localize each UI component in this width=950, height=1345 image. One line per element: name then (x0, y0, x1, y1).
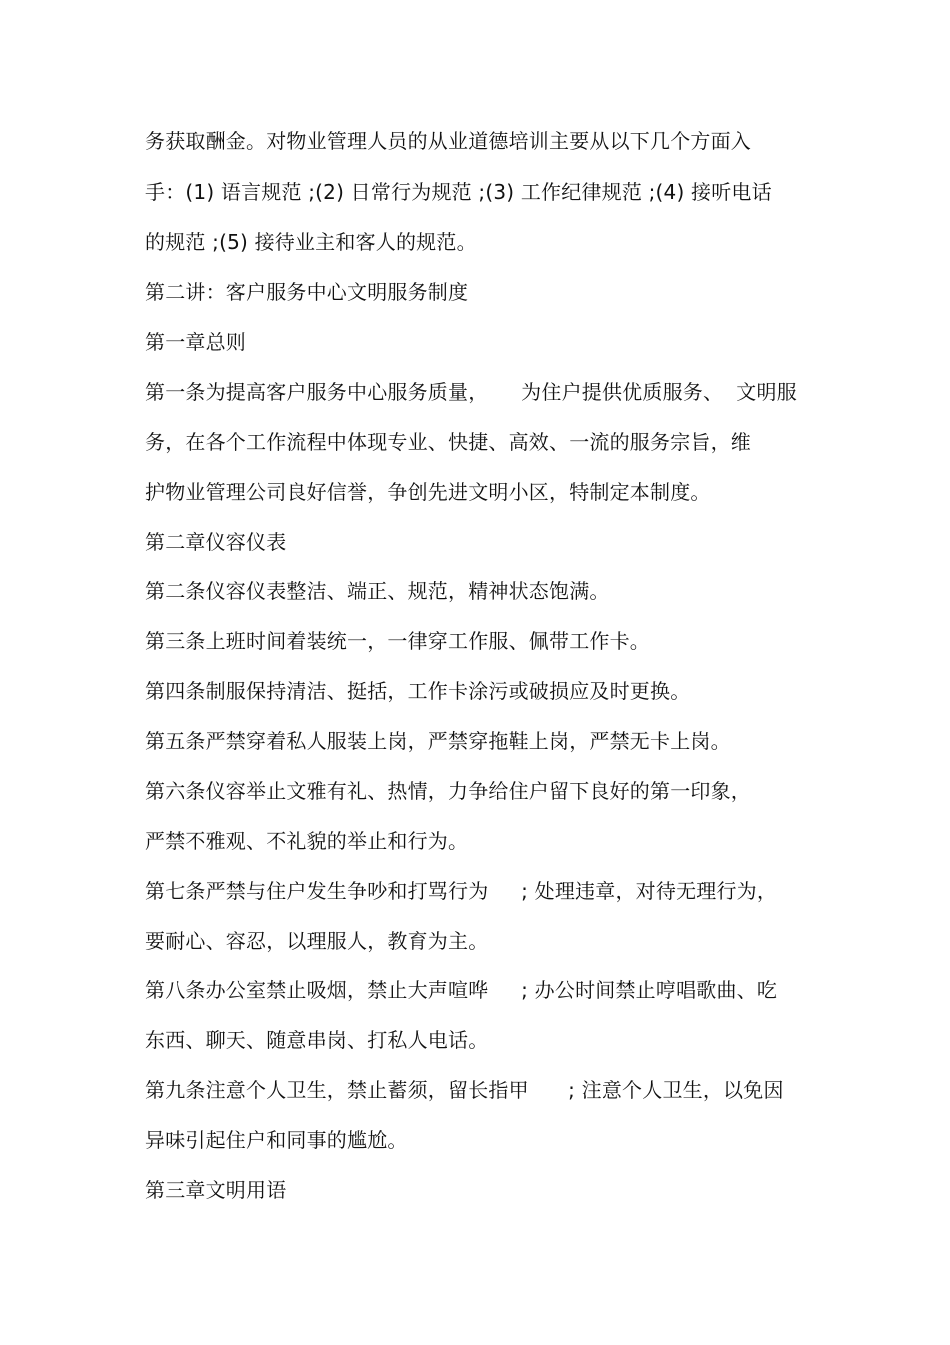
chapter-heading: 第二章仪容仪表 (145, 530, 287, 554)
section-heading: 第二讲：客户服务中心文明服务制度 (145, 280, 469, 304)
chapter-heading: 第一章总则 (145, 330, 246, 354)
body-text-line: 的规范 ;(5) 接待业主和客人的规范。 (145, 230, 477, 254)
body-text-line: 异味引起住户和同事的尴尬。 (145, 1128, 408, 1152)
body-text-line: 第三条上班时间着装统一，一律穿工作服、佩带工作卡。 (145, 629, 650, 653)
body-text-line: 手：(1) 语言规范 ;(2) 日常行为规范 ;(3) 工作纪律规范 ;(4) 接听电话 (145, 180, 772, 204)
body-text-line: 第四条制服保持清洁、挺括，工作卡涂污或破损应及时更换。 (145, 679, 691, 703)
body-text-line: 第二条仪容仪表整洁、端正、规范，精神状态饱满。 (145, 579, 610, 603)
body-text-line: 东西、聊天、随意串岗、打私人电话。 (145, 1028, 489, 1052)
body-text-line: 第六条仪容举止文雅有礼、热情，力争给住户留下良好的第一印象， (145, 779, 751, 803)
body-text-line: 第九条注意个人卫生，禁止蓄须，留长指甲 ; 注意个人卫生，以免因 (145, 1078, 784, 1102)
body-text-line: 务，在各个工作流程中体现专业、快捷、高效、一流的服务宗旨，维 (145, 430, 751, 454)
body-text-line: 第一条为提高客户服务中心服务质量， 为住户提供优质服务、 文明服 (145, 380, 797, 404)
body-text-line: 护物业管理公司良好信誉，争创先进文明小区，特制定本制度。 (145, 480, 711, 504)
chapter-heading: 第三章文明用语 (145, 1178, 287, 1202)
body-text-line: 第七条严禁与住户发生争吵和打骂行为 ; 处理违章，对待无理行为， (145, 879, 778, 903)
body-text-line: 第五条严禁穿着私人服装上岗，严禁穿拖鞋上岗，严禁无卡上岗。 (145, 729, 731, 753)
body-text-line: 第八条办公室禁止吸烟，禁止大声喧哗 ; 办公时间禁止哼唱歌曲、吃 (145, 978, 778, 1002)
body-text-line: 严禁不雅观、不礼貌的举止和行为。 (145, 829, 469, 853)
body-text-line: 务获取酬金。对物业管理人员的从业道德培训主要从以下几个方面入 (145, 129, 751, 153)
body-text-line: 要耐心、容忍，以理服人，教育为主。 (145, 929, 489, 953)
